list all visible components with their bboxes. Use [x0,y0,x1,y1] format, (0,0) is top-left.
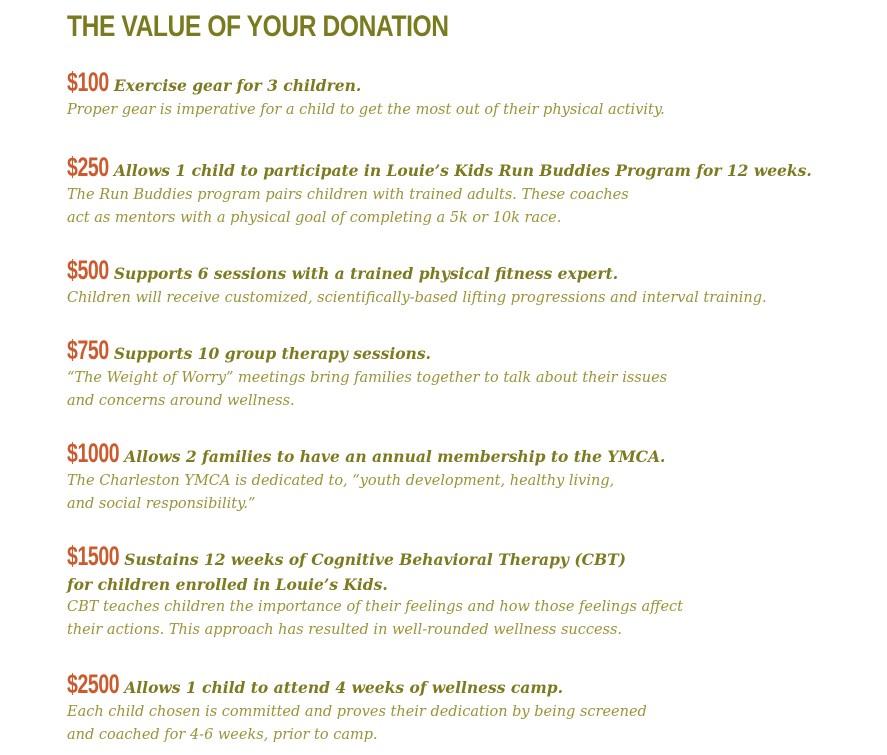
donation-amount: $100 [67,67,109,97]
donation-description-line: and social responsibility.” [67,496,256,512]
page-title: THE VALUE OF YOUR DONATION [67,10,449,43]
donation-amount: $2500 [67,669,120,699]
donation-item-heading [67,669,647,701]
donation-item [67,541,683,642]
donation-headline: Allows 1 child to participate in Louie’s Kids Run Buddies Program for 12 weeks. [113,161,812,180]
donation-headline: Exercise gear for 3 children. [113,76,362,95]
donation-description-line: The Charleston YMCA is dedicated to, “youth development, healthy living, [67,473,615,489]
donation-headline: Supports 10 group therapy sessions. [113,344,431,363]
donation-item [67,669,647,747]
donation-item [67,67,665,122]
donation-description-line: Children will receive customized, scientifically-based lifting progressions and interval training. [67,290,767,306]
donation-description-line: “The Weight of Worry” meetings bring families together to talk about their issues [67,370,668,386]
donation-item-heading [67,541,683,573]
donation-item-heading [67,438,666,470]
donation-item [67,438,666,516]
donation-description-line: their actions. This approach has resulted in well-rounded wellness success. [67,622,623,638]
donation-description-line: and coached for 4-6 weeks, prior to camp. [67,727,378,743]
donation-item [67,255,767,310]
donation-item [67,152,812,230]
donation-item-heading [67,152,812,184]
donation-amount: $250 [67,152,109,182]
donation-headline-continued: for children enrolled in Louie’s Kids. [67,575,388,594]
donation-description-line: and concerns around wellness. [67,393,295,409]
donation-headline: Allows 1 child to attend 4 weeks of wellness camp. [124,678,563,697]
donation-description-line: Each child chosen is committed and proves their dedication by being screened [67,704,647,720]
donation-description-line: Proper gear is imperative for a child to get the most out of their physical activity. [67,102,665,118]
donation-amount: $1500 [67,541,120,571]
donation-description-line: The Run Buddies program pairs children with trained adults. These coaches [67,187,629,203]
donation-amount: $750 [67,335,109,365]
donation-amount: $1000 [67,438,120,468]
donation-item [67,335,668,413]
donation-item-heading [67,335,667,367]
donation-amount: $500 [67,255,109,285]
donation-description-line: CBT teaches children the importance of their feelings and how those feelings affect [67,599,683,615]
donation-item-heading [67,255,767,287]
donation-item-heading [67,67,665,99]
donation-description-line: act as mentors with a physical goal of completing a 5k or 10k race. [67,210,562,226]
donation-headline: Supports 6 sessions with a trained physical fitness expert. [113,264,619,283]
donation-headline: Allows 2 families to have an annual membership to the YMCA. [124,447,666,466]
donation-headline: Sustains 12 weeks of Cognitive Behavioral Therapy (CBT) [124,550,626,569]
